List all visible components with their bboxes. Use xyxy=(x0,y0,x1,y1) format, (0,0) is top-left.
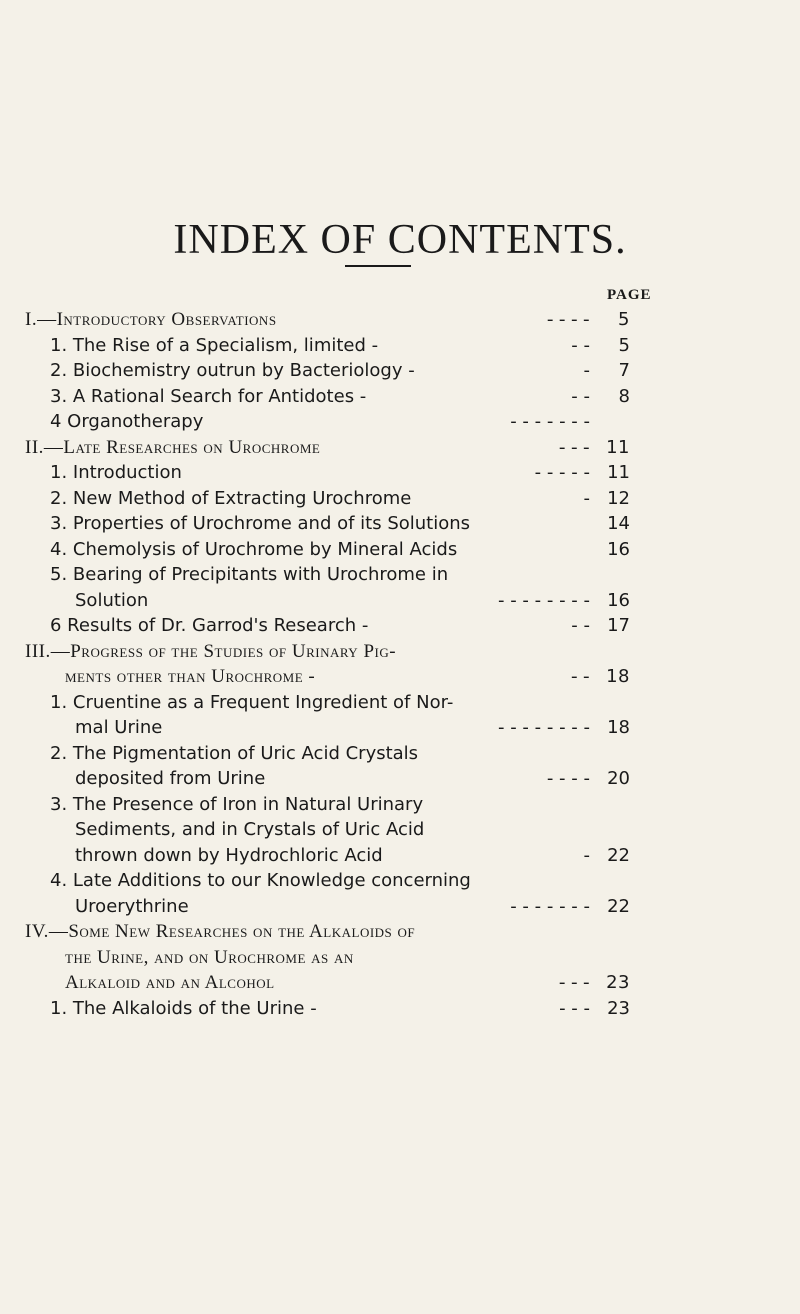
page-number: 18 xyxy=(607,717,630,738)
toc-entry-text: 4. Chemolysis of Urochrome by Mineral Acids 16 xyxy=(50,537,630,563)
page-number: 22 xyxy=(607,844,630,866)
page-number: 20 xyxy=(607,768,630,789)
toc-item xyxy=(25,613,630,639)
page-number: 8 xyxy=(618,385,630,407)
dot-leader: - - - - - - - - xyxy=(497,717,590,738)
toc-item xyxy=(25,562,630,613)
dot-leader: - - xyxy=(571,666,590,687)
toc-entry-text: 6 Results of Dr. Garrod's Research - - - 17 xyxy=(50,613,630,639)
toc-item xyxy=(25,409,630,435)
toc-entry-text: deposited from Urine - - - - 20 xyxy=(50,766,630,792)
toc-entry-text: IV.—Some New Researches on the Alkaloids of xyxy=(25,921,416,942)
page-number: 16 xyxy=(607,589,630,611)
page-number: 11 xyxy=(607,462,630,483)
toc-entry-text: 1. Cruentine as a Frequent Ingredient of Nor- xyxy=(50,691,454,713)
toc-item xyxy=(25,333,630,359)
title-rule xyxy=(345,265,411,267)
dot-leader: - xyxy=(583,360,590,381)
dot-leader: - - xyxy=(571,615,590,636)
dot-leader: - - - xyxy=(559,436,590,458)
toc-entry-text: 4 Organotherapy - - - - - - - xyxy=(50,409,630,435)
toc-entry-text: III.—Progress of the Studies of Urinary Pig- xyxy=(25,640,397,662)
toc-section xyxy=(25,307,630,333)
dot-leader: - - - xyxy=(559,997,590,1019)
dot-leader: - - - - xyxy=(546,309,590,330)
toc-section xyxy=(25,435,630,461)
dot-leader: - - - xyxy=(559,972,590,993)
dot-leader: - - - - - - - xyxy=(510,895,590,917)
toc-entry-text: thrown down by Hydrochloric Acid - 22 xyxy=(50,843,630,869)
toc-entry-text: 2. Biochemistry outrun by Bacteriology - - 7 xyxy=(50,358,630,384)
page-number: 5 xyxy=(618,334,630,356)
toc-entry-text: Uroerythrine - - - - - - - 22 xyxy=(50,894,630,920)
toc-entry-text: 5. Bearing of Precipitants with Urochrome in xyxy=(50,564,449,585)
toc-item xyxy=(25,741,630,792)
toc-entry-text: I.—Introductory Observations - - - - 5 xyxy=(25,307,630,333)
toc-item xyxy=(25,460,630,486)
toc-item xyxy=(25,690,630,741)
page-number: 23 xyxy=(607,997,630,1019)
toc-item xyxy=(25,486,630,512)
page-number: 14 xyxy=(607,513,630,534)
toc-entry-text: 4. Late Additions to our Knowledge concerning xyxy=(50,870,471,891)
page-number: 17 xyxy=(607,615,630,636)
page-number: 7 xyxy=(618,360,630,381)
dot-leader: - - - - - xyxy=(534,462,590,483)
toc-section xyxy=(25,639,630,690)
toc-entry-text: II.—Late Researches on Urochrome - - - 11 xyxy=(25,435,630,461)
page-number: 23 xyxy=(606,972,630,993)
toc-entry-text: 1. The Alkaloids of the Urine - - - - 23 xyxy=(50,996,630,1022)
page-number: 18 xyxy=(606,666,630,687)
toc-entry-text: 2. New Method of Extracting Urochrome - 12 xyxy=(50,486,630,512)
toc-item xyxy=(25,511,630,537)
page-number: 5 xyxy=(618,309,630,330)
toc-entry-text: Alkaloid and an Alcohol - - - 23 xyxy=(25,970,630,996)
dot-leader: - - - - - - - - xyxy=(497,589,590,611)
toc-item xyxy=(25,868,630,919)
dot-leader: - xyxy=(583,487,590,509)
toc-entry-text: Solution - - - - - - - - 16 xyxy=(50,588,630,614)
dot-leader: - - - - - - - xyxy=(510,411,590,432)
toc-entry-text: 1. Introduction - - - - - 11 xyxy=(50,460,630,486)
toc-entry-text: 3. Properties of Urochrome and of its Solutions 14 xyxy=(50,511,630,537)
toc-item xyxy=(25,537,630,563)
dot-leader: - - xyxy=(571,334,590,356)
toc-entry-text: 1. The Rise of a Specialism, limited - - - 5 xyxy=(50,333,630,359)
toc-entry-text: 2. The Pigmentation of Uric Acid Crystals xyxy=(50,742,419,764)
table-of-contents xyxy=(25,307,630,1021)
toc-entry-text: 3. The Presence of Iron in Natural Urinary xyxy=(50,793,424,815)
toc-item xyxy=(25,358,630,384)
dot-leader: - - xyxy=(571,385,590,407)
toc-entry-text: Sediments, and in Crystals of Uric Acid xyxy=(75,819,425,840)
page-title: INDEX OF CONTENTS. xyxy=(173,217,627,263)
page-number: 12 xyxy=(607,487,630,509)
toc-entry-text: ments other than Urochrome - - - 18 xyxy=(25,664,630,690)
toc-item xyxy=(25,384,630,410)
page-number: 16 xyxy=(607,538,630,560)
toc-section xyxy=(25,919,630,996)
page-column-header: PAGE xyxy=(607,287,652,303)
toc-entry-text: mal Urine - - - - - - - - 18 xyxy=(50,715,630,741)
toc-item xyxy=(25,792,630,869)
toc-entry-text: 3. A Rational Search for Antidotes - - - 8 xyxy=(50,384,630,410)
toc-entry-text: the Urine, and on Urochrome as an xyxy=(65,946,354,968)
page-number: 22 xyxy=(607,895,630,917)
dot-leader: - xyxy=(583,844,590,866)
dot-leader: - - - - xyxy=(546,768,590,789)
page-number: 11 xyxy=(606,436,630,458)
toc-item xyxy=(25,996,630,1022)
